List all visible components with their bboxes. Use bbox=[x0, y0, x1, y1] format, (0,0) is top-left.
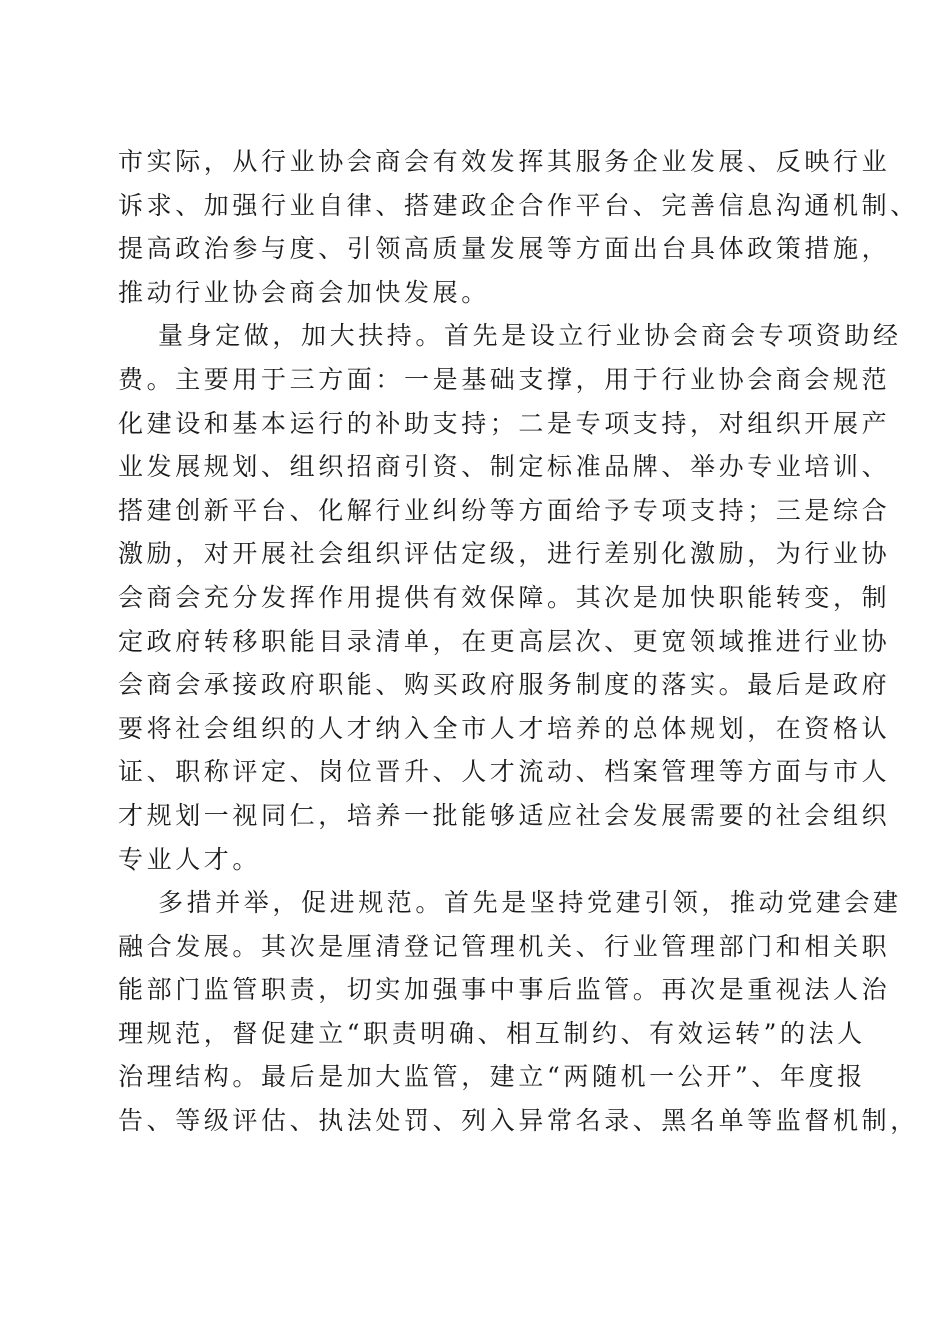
text-line: 市实际，从行业协会商会有效发挥其服务企业发展、反映行业 bbox=[118, 147, 891, 176]
text-line: 会商会充分发挥作用提供有效保障。其次是加快职能转变，制 bbox=[118, 582, 891, 612]
text-line: 搭建创新平台、化解行业纠纷等方面给予专项支持；三是综合 bbox=[118, 495, 891, 525]
text-line: 费。主要用于三方面：一是基础支撑，用于行业协会商会规范 bbox=[118, 364, 891, 394]
text-line: 量身定做，加大扶持。首先是设立行业协会商会专项资助经 bbox=[158, 321, 902, 351]
text-line: 化建设和基本运行的补助支持；二是专项支持，对组织开展产 bbox=[118, 408, 891, 438]
text-line: 专业人才。 bbox=[118, 844, 262, 874]
text-line: 要将社会组织的人才纳入全市人才培养的总体规划，在资格认 bbox=[118, 713, 891, 743]
text-line: 推动行业协会商会加快发展。 bbox=[118, 277, 490, 307]
paragraph-1 bbox=[118, 140, 919, 314]
text-line: 才规划一视同仁，培养一批能够适应社会发展需要的社会组织 bbox=[118, 800, 891, 830]
text-line: 告、等级评估、执法处罚、列入异常名录、黑名单等监督机制， bbox=[118, 1106, 919, 1136]
paragraph-3 bbox=[118, 881, 919, 1143]
text-line: 定政府转移职能目录清单，在更高层次、更宽领域推进行业协 bbox=[118, 626, 891, 656]
text-line: 理规范，督促建立“职责明确、相互制约、有效运转”的法人 bbox=[118, 1018, 866, 1048]
text-line: 诉求、加强行业自律、搭建政企合作平台、完善信息沟通机制、 bbox=[118, 190, 919, 220]
paragraph-2 bbox=[118, 314, 902, 881]
text-line: 融合发展。其次是厘清登记管理机关、行业管理部门和相关职 bbox=[118, 931, 891, 961]
body-text bbox=[118, 140, 919, 1143]
text-line: 业发展规划、组织招商引资、制定标准品牌、举办专业培训、 bbox=[118, 452, 891, 482]
text-line: 多措并举，促进规范。首先是坚持党建引领，推动党建会建 bbox=[158, 888, 902, 918]
text-line: 会商会承接政府职能、购买政府服务制度的落实。最后是政府 bbox=[118, 670, 891, 700]
text-line: 能部门监管职责，切实加强事中事后监管。再次是重视法人治 bbox=[118, 975, 891, 1005]
text-line: 激励，对开展社会组织评估定级，进行差别化激励，为行业协 bbox=[118, 539, 891, 569]
text-line: 治理结构。最后是加大监管，建立“两随机一公开”、年度报 bbox=[118, 1062, 866, 1092]
text-line: 提高政治参与度、引领高质量发展等方面出台具体政策措施， bbox=[118, 234, 891, 264]
text-line: 证、职称评定、岗位晋升、人才流动、档案管理等方面与市人 bbox=[118, 757, 891, 787]
